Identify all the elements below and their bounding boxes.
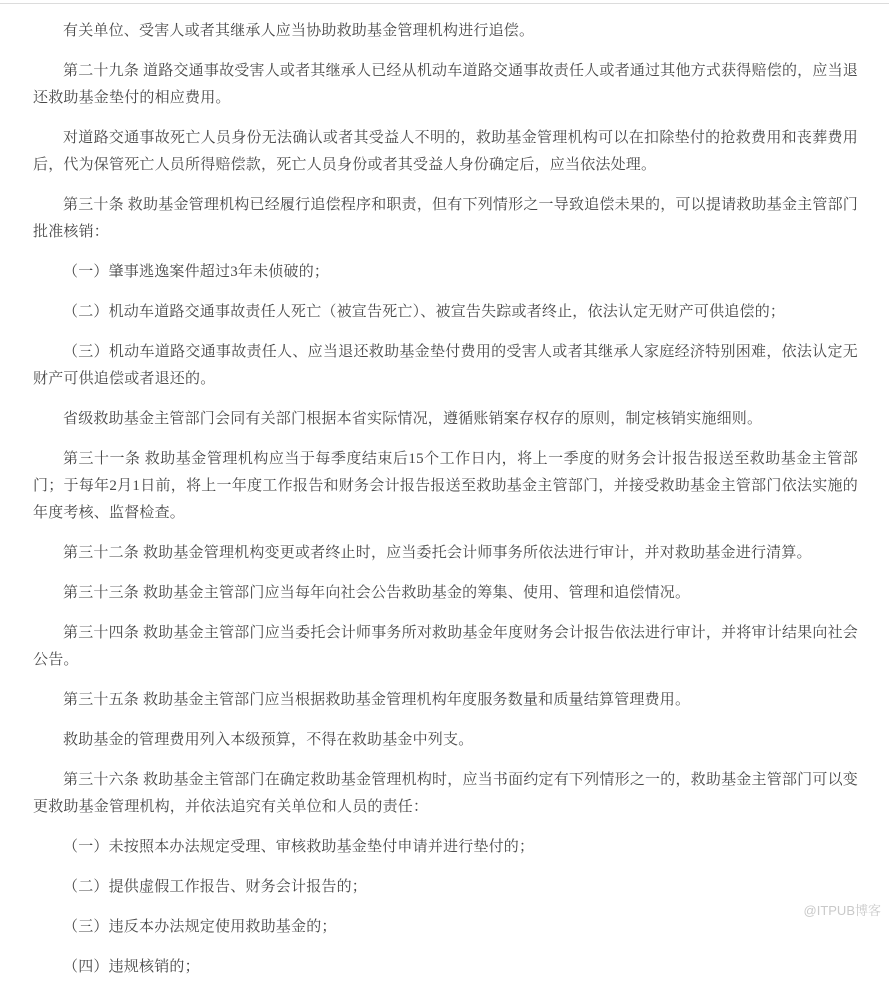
paragraph: 救助基金的管理费用列入本级预算，不得在救助基金中列支。 [63,732,474,748]
paragraph: 第三十五条 救助基金主管部门应当根据救助基金管理机构年度服务数量和质量结算管理费用。 [63,692,691,708]
paragraph: （一）未按照本办法规定受理、审核救助基金垫付申请并进行垫付的； [63,839,535,855]
paragraph: （一）肇事逃逸案件超过3年未侦破的； [63,264,330,280]
paragraph: 第三十一条 救助基金管理机构应当于每季度结束后15个工作日内，将上一季度的财务会计报告报送至救助基金主管部门；于每年2月1日前，将上一年度工作报告和财务会计报告报送至救助基金主管部门，并接受救助基金主管部门依法实施的年度考核、监督检查。 [33,451,858,521]
top-divider [0,3,889,4]
paragraph: 第三十三条 救助基金主管部门应当每年向社会公告救助基金的筹集、使用、管理和追偿情况。 [63,585,691,601]
paragraph: 有关单位、受害人或者其继承人应当协助救助基金管理机构进行追偿。 [63,23,535,39]
paragraph: （二）提供虚假工作报告、财务会计报告的； [63,879,368,895]
paragraph: （三）机动车道路交通事故责任人、应当退还救助基金垫付费用的受害人或者其继承人家庭经济特别困难，依法认定无财产可供追偿或者退还的。 [33,344,858,387]
paragraph: （二）机动车道路交通事故责任人死亡（被宣告死亡）、被宣告失踪或者终止，依法认定无财产可供追偿的； [63,304,786,320]
paragraph: 第三十二条 救助基金管理机构变更或者终止时，应当委托会计师事务所依法进行审计，并对救助基金进行清算。 [63,545,812,561]
paragraph: 第二十九条 道路交通事故受害人或者其继承人已经从机动车道路交通事故责任人或者通过其他方式获得赔偿的，应当退还救助基金垫付的相应费用。 [33,63,858,106]
paragraph: 省级救助基金主管部门会同有关部门根据本省实际情况，遵循账销案存权存的原则，制定核销实施细则。 [63,411,763,427]
paragraph: 第三十四条 救助基金主管部门应当委托会计师事务所对救助基金年度财务会计报告依法进行审计，并将审计结果向社会公告。 [33,625,858,668]
itpub-watermark: @ITPUB博客 [803,903,881,918]
paragraph: 第三十六条 救助基金主管部门在确定救助基金管理机构时，应当书面约定有下列情形之一的，救助基金主管部门可以变更救助基金管理机构，并依法追究有关单位和人员的责任： [33,772,858,815]
paragraph: 第三十条 救助基金管理机构已经履行追偿程序和职责，但有下列情形之一导致追偿未果的，可以提请救助基金主管部门批准核销： [33,197,858,240]
paragraph: （四）违规核销的； [63,959,200,975]
paragraph: 对道路交通事故死亡人员身份无法确认或者其受益人不明的，救助基金管理机构可以在扣除垫付的抢救费用和丧葬费用后，代为保管死亡人员所得赔偿款，死亡人员身份或者其受益人身份确定后，应当依法处理。 [33,130,858,173]
paragraph: （三）违反本办法规定使用救助基金的； [63,919,337,935]
